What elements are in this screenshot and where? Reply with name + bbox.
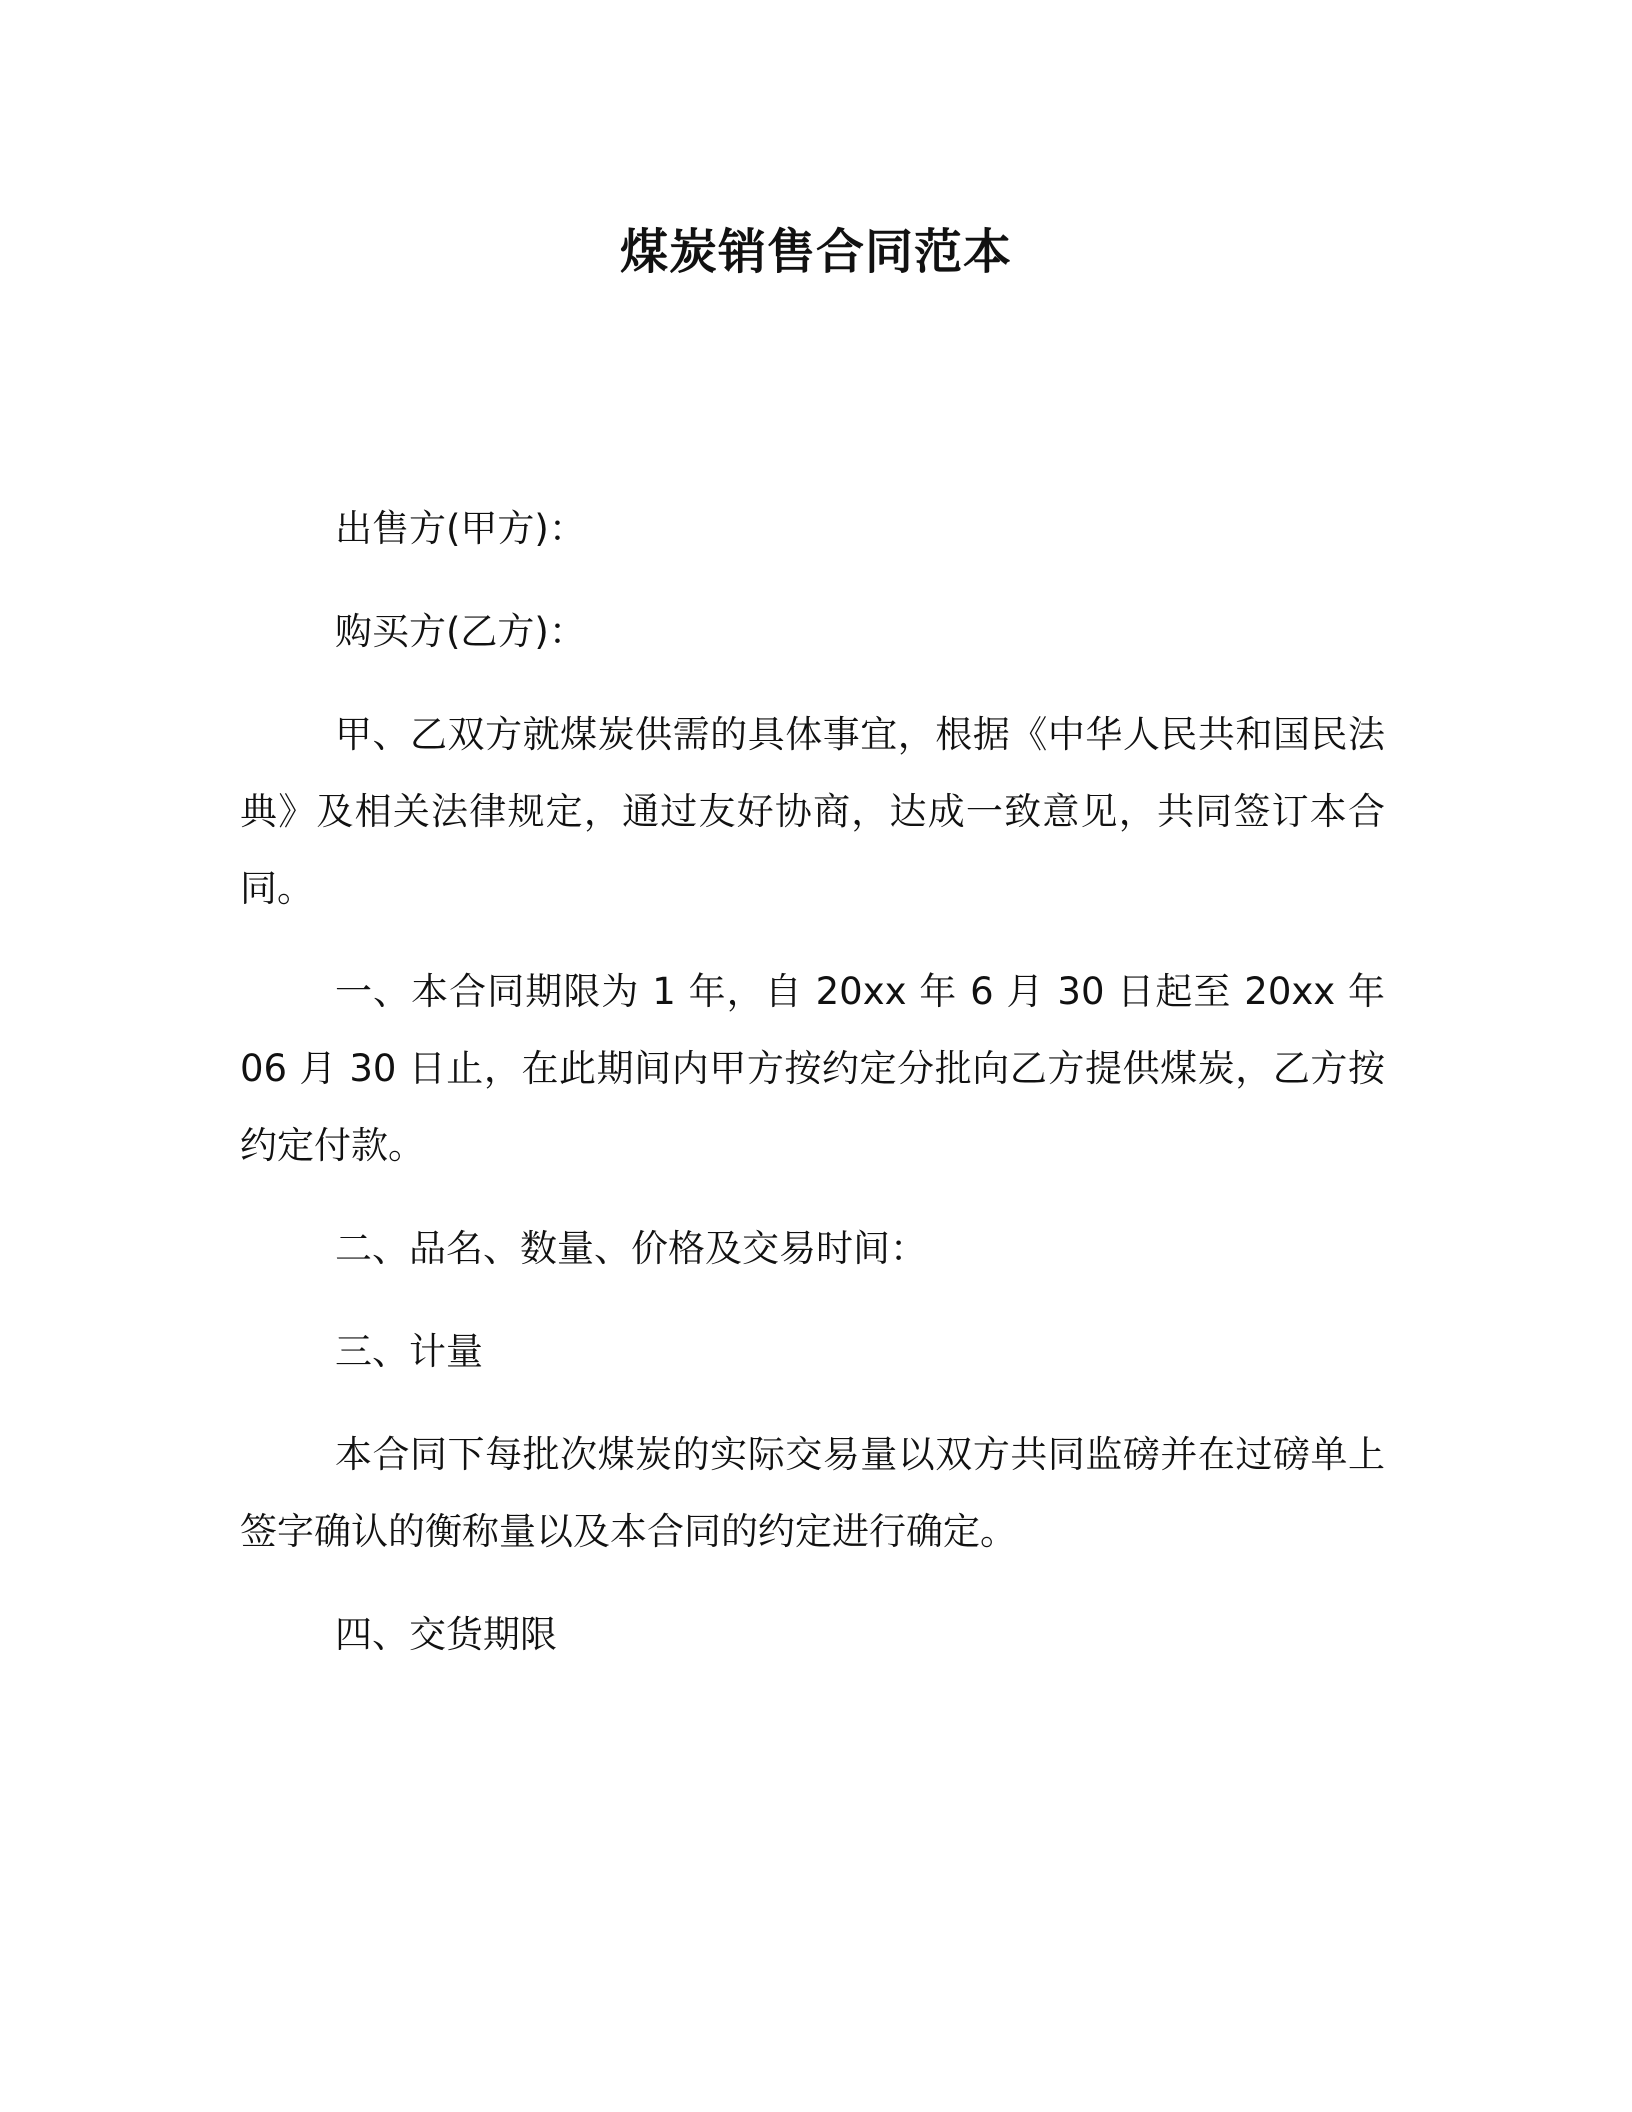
clause-3-heading: 三、计量 xyxy=(335,1330,483,1373)
document-title: 煤炭销售合同范本 xyxy=(619,224,1012,280)
clause-1-term: 一、本合同期限为 1 年，自 20xx 年 6 月 30 日起至 20xx 年 06 月 30 日止，在此期间内甲方按约定分批向乙方提供煤炭，乙方按约定付款。 xyxy=(240,970,1385,1167)
document-body xyxy=(240,490,1385,1699)
clause-2-heading: 二、品名、数量、价格及交易时间： xyxy=(335,1227,927,1270)
clause-3-body: 本合同下每批次煤炭的实际交易量以双方共同监磅并在过磅单上签字确认的衡称量以及本合同的约定进行确定。 xyxy=(240,1433,1385,1553)
buyer-line: 购买方(乙方)： xyxy=(335,610,586,653)
seller-line: 出售方(甲方)： xyxy=(335,507,586,550)
preamble-paragraph: 甲、乙双方就煤炭供需的具体事宜，根据《中华人民共和国民法典》及相关法律规定，通过友好协商，达成一致意见，共同签订本合同。 xyxy=(240,713,1385,910)
clause-4-heading: 四、交货期限 xyxy=(335,1613,557,1656)
